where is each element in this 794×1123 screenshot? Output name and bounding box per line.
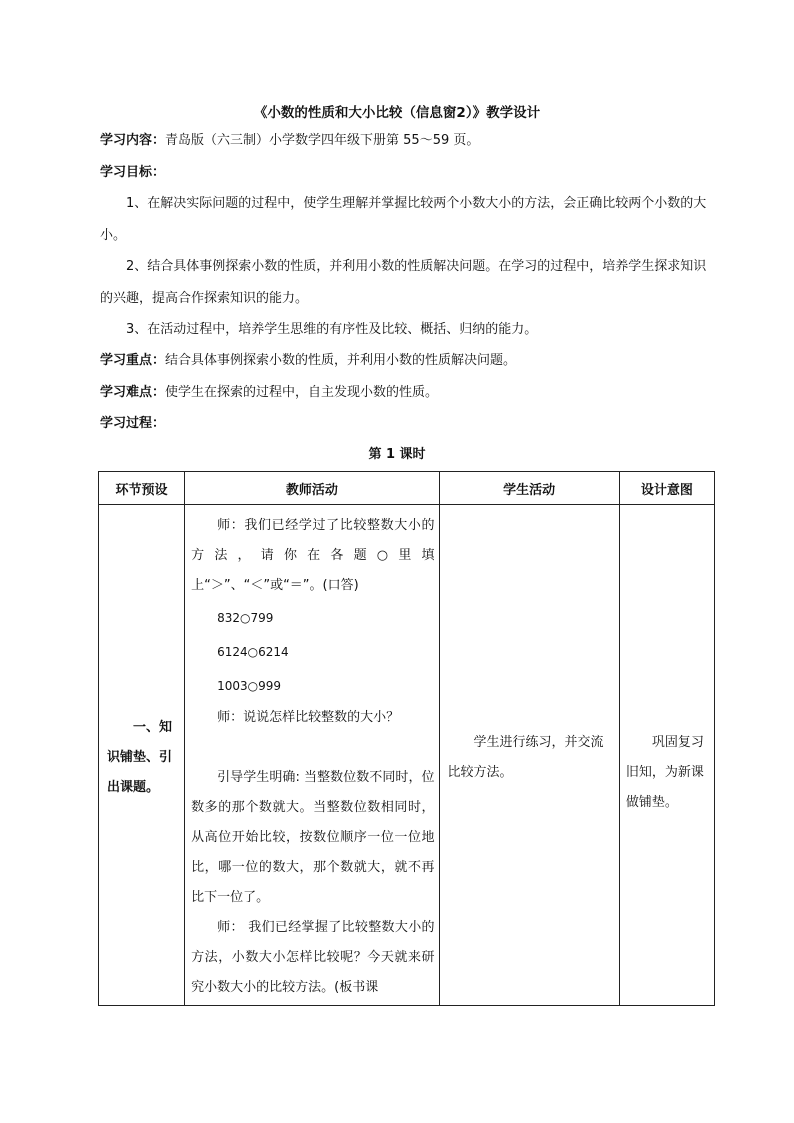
teacher-activity — [185, 505, 438, 1003]
lesson-title: 第 1 课时 — [368, 447, 426, 462]
difficulty-line — [100, 383, 730, 403]
teacher-paragraph: 师：说说怎样比较整数的大小？ — [217, 710, 400, 725]
goals-label: 学习目标： — [100, 165, 166, 180]
difficulty-text: 使学生在探索的过程中，自主发现小数的性质。 — [165, 385, 439, 400]
design-intent-text: 巩固复习旧知，为新课做铺垫。 — [625, 735, 704, 810]
comparison-expression: 6124○6214 — [217, 645, 289, 659]
goal-2-line-a: 2、结合具体事例探索小数的性质，并利用小数的性质解决问题。在学习的过程中，培养学生探求知识 — [126, 259, 707, 274]
header-teacher-activity: 教师活动 — [185, 472, 439, 505]
goal-1-line-a: 1、在解决实际问题的过程中，使学生理解并掌握比较两个小数大小的方法，会正确比较两个小数的大 — [126, 196, 707, 211]
goal-3-line: 3、在活动过程中，培养学生思维的有序性及比较、概括、归纳的能力。 — [126, 322, 538, 337]
goal-2-line-b: 的兴趣，提高合作探索知识的能力。 — [100, 291, 309, 306]
comparison-expression: 832○799 — [217, 611, 274, 625]
student-activity-text: 学生进行练习，并交流比较方法。 — [447, 735, 604, 780]
teacher-paragraph: 师：我们已经学过了比较整数大小的方法，请你在各题○里填上“＞”、“＜”或“＝”。(口答) — [191, 518, 435, 593]
teacher-activity-cell — [185, 505, 439, 1006]
goal-1-line-b: 小。 — [100, 228, 127, 243]
key-point-line — [100, 351, 730, 371]
stage-cell — [99, 505, 185, 1006]
teacher-paragraph: 师： 我们已经掌握了比较整数大小的方法，小数大小怎样比较呢？今天就来研究小数大小的比较方法。(板书课 — [191, 920, 435, 995]
design-intent-cell — [619, 505, 714, 1006]
key-point-text: 结合具体事例探索小数的性质，并利用小数的性质解决问题。 — [165, 353, 517, 368]
difficulty-label: 学习难点： — [100, 385, 166, 400]
content-line — [100, 131, 730, 151]
table-row — [99, 505, 715, 1006]
header-design-intent: 设计意图 — [619, 472, 714, 505]
comparison-expression: 1003○999 — [217, 679, 282, 693]
teacher-paragraph: 引导学生明确: 当整数位数不同时，位数多的那个数就大。当整数位数相同时，从高位开始比较，按数位顺序一位一位地比，哪一位的数大，那个数就大，就不再比下一位了。 — [191, 770, 435, 905]
header-student-activity: 学生活动 — [439, 472, 619, 505]
table-header-row — [99, 472, 715, 505]
lesson-plan-table — [98, 471, 715, 1006]
header-stage: 环节预设 — [99, 472, 185, 505]
student-activity-cell — [439, 505, 619, 1006]
process-label: 学习过程： — [100, 416, 166, 431]
key-point-label: 学习重点： — [100, 353, 166, 368]
content-label: 学习内容： — [100, 133, 166, 148]
spacer — [191, 733, 434, 763]
stage-text: 一、知识铺垫、引出课题。 — [107, 720, 173, 795]
content-text: 青岛版（六三制）小学数学四年级下册第 55～59 页。 — [165, 133, 480, 148]
document-title: 《小数的性质和大小比较（信息窗2）》教学设计 — [253, 105, 541, 121]
